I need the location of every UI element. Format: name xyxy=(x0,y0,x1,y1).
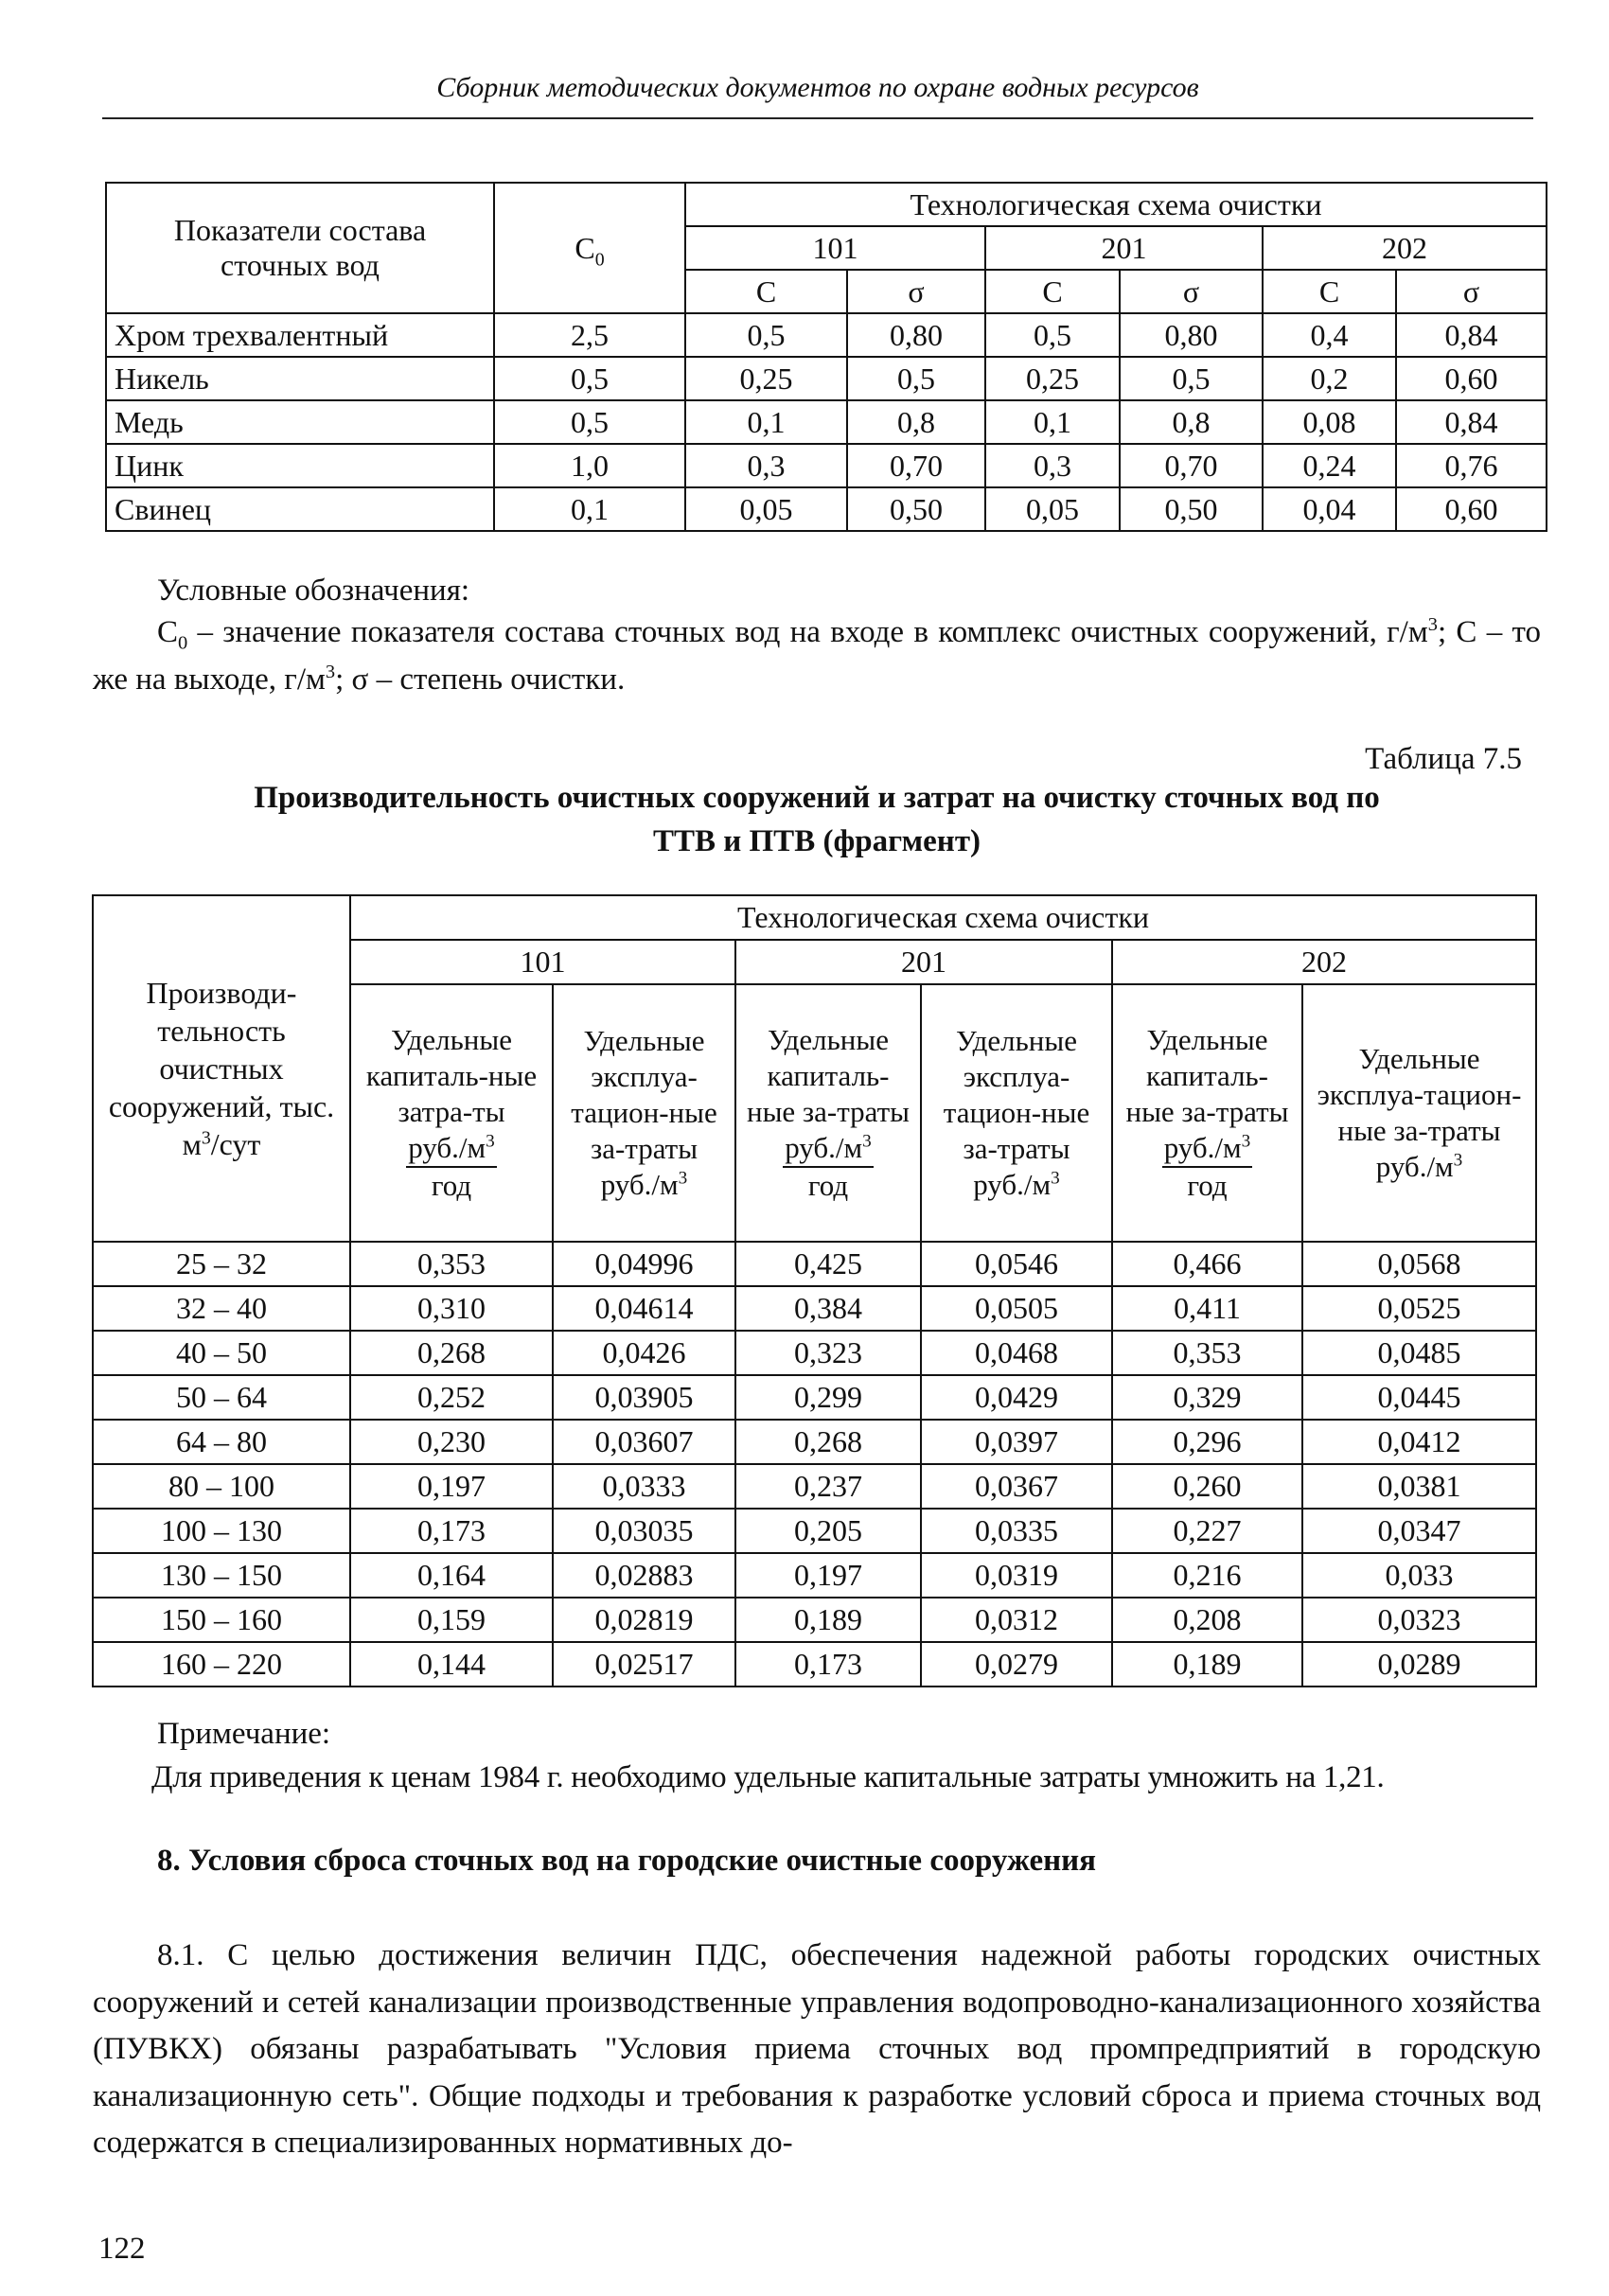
cell-value: 0,03607 xyxy=(553,1420,735,1464)
row-range: 160 – 220 xyxy=(93,1642,350,1687)
header-capital-costs-202: Удельные капиталь-ные за-траты $\frac{руб./м^3}{\text{год}}$ xyxy=(1112,984,1302,1242)
row-range: 40 – 50 xyxy=(93,1331,350,1375)
table-row xyxy=(93,1375,1536,1420)
header-operating-costs-202: Удельные эксплуа-тацион-ные за-траты $руб./м^3$ xyxy=(1302,984,1536,1242)
row-range: 25 – 32 xyxy=(93,1242,350,1286)
cell-value: 0,80 xyxy=(847,313,985,357)
cell-value: 0,04614 xyxy=(553,1286,735,1331)
cell-value: 0,05 xyxy=(685,487,847,531)
row-range: 130 – 150 xyxy=(93,1553,350,1598)
cell-value: 0,0289 xyxy=(1302,1642,1536,1687)
table-row xyxy=(106,487,1547,531)
cell-value: 0,4 xyxy=(1263,313,1396,357)
cell-value: 0,60 xyxy=(1396,487,1547,531)
table-title: Производительность очистных сооружений и затрат на очистку сточных вод по ТТВ и ПТВ (фрагмент) xyxy=(254,781,1380,859)
cell-value: 0,0312 xyxy=(921,1598,1112,1642)
row-range: 32 – 40 xyxy=(93,1286,350,1331)
header-capital-costs-201: Удельные капиталь-ные за-траты $\frac{руб./м^3}{\text{год}}$ xyxy=(735,984,921,1242)
cell-value: 0,02819 xyxy=(553,1598,735,1642)
cell-value: 0,252 xyxy=(350,1375,553,1420)
header-sigma: σ xyxy=(1396,270,1547,313)
table-row xyxy=(93,1509,1536,1553)
legend-body: $С_0$ – значение показателя состава сточных вод на входе в комплекс очистных сооружений, $г/м^3$; С – то же на выходе, $г/м^3$; σ – степень очистки. xyxy=(93,614,1541,697)
table-row xyxy=(106,400,1547,444)
cell-value: 0,197 xyxy=(735,1553,921,1598)
cell-value: 0,268 xyxy=(735,1420,921,1464)
cell-value: 0,76 xyxy=(1396,444,1547,487)
row-c0: 2,5 xyxy=(494,313,685,357)
running-head: Сборник методических документов по охране водных ресурсов xyxy=(436,72,1199,103)
cell-value: 0,329 xyxy=(1112,1375,1302,1420)
cell-value: 0,50 xyxy=(1120,487,1263,531)
table-row xyxy=(106,313,1547,357)
cell-value: 0,173 xyxy=(350,1509,553,1553)
cell-value: 0,50 xyxy=(847,487,985,531)
cell-value: 0,02517 xyxy=(553,1642,735,1687)
cell-value: 0,0568 xyxy=(1302,1242,1536,1286)
cell-value: 0,268 xyxy=(350,1331,553,1375)
cell-value: 0,5 xyxy=(985,313,1120,357)
cell-value: 0,0279 xyxy=(921,1642,1112,1687)
cell-value: 0,0429 xyxy=(921,1375,1112,1420)
cell-value: 0,0347 xyxy=(1302,1509,1536,1553)
cell-value: 0,237 xyxy=(735,1464,921,1509)
table-number: Таблица 7.5 xyxy=(1365,742,1522,776)
cell-value: 0,323 xyxy=(735,1331,921,1375)
cell-value: 0,1 xyxy=(685,400,847,444)
body-paragraph: 8.1. С целью достижения величин ПДС, обеспечения надежной работы городских очистных сооружений и сетей канализации производственные управления водопроводно-канализационного хозяйства (ПУВКХ) обязаны разрабатывать "Условия приема сточных вод промпредприятий в городскую канализационную сеть". Общие подходы и требования к разработке условий сброса и приема сточных вод содержатся в специализированных нормативных до- xyxy=(93,1938,1541,2160)
cell-value: 0,208 xyxy=(1112,1598,1302,1642)
cell-value: 0,02883 xyxy=(553,1553,735,1598)
cell-value: 0,230 xyxy=(350,1420,553,1464)
header-capital-costs-101: Удельные капиталь-ные затра-ты $\frac{руб./м^3}{\text{год}}$ xyxy=(350,984,553,1242)
row-c0: 0,5 xyxy=(494,357,685,400)
row-name: Хром трехвалентный xyxy=(106,313,494,357)
header-scheme-202: 202 xyxy=(1263,226,1547,270)
header-scheme: Технологическая схема очистки xyxy=(350,895,1536,940)
cell-value: 0,84 xyxy=(1396,400,1547,444)
header-scheme-201: 201 xyxy=(735,940,1112,984)
row-range: 80 – 100 xyxy=(93,1464,350,1509)
header-sigma: σ xyxy=(847,270,985,313)
header-operating-costs-201: Удельные эксплуа-тацион-ные за-траты $руб./м^3$ xyxy=(921,984,1112,1242)
cell-value: 0,0367 xyxy=(921,1464,1112,1509)
header-scheme-202: 202 xyxy=(1112,940,1536,984)
cell-value: 0,3 xyxy=(985,444,1120,487)
page-number: 122 xyxy=(98,2232,146,2266)
header-operating-costs-101: Удельные эксплуа-тацион-ные за-траты $руб./м^3$ xyxy=(553,984,735,1242)
cell-value: 0,0505 xyxy=(921,1286,1112,1331)
cell-value: 0,411 xyxy=(1112,1286,1302,1331)
cell-value: 0,03905 xyxy=(553,1375,735,1420)
cell-value: 0,60 xyxy=(1396,357,1547,400)
cell-value: 0,353 xyxy=(350,1242,553,1286)
cell-value: 0,04996 xyxy=(553,1242,735,1286)
cell-value: 0,3 xyxy=(685,444,847,487)
header-scheme-201: 201 xyxy=(985,226,1263,270)
note-title: Примечание: xyxy=(157,1717,331,1751)
cell-value: 0,0333 xyxy=(553,1464,735,1509)
table-row xyxy=(93,1286,1536,1331)
header-scheme-101: 101 xyxy=(350,940,735,984)
cell-value: 0,425 xyxy=(735,1242,921,1286)
table-row xyxy=(93,1242,1536,1286)
table-row xyxy=(106,444,1547,487)
row-name: Свинец xyxy=(106,487,494,531)
table-row xyxy=(106,357,1547,400)
cell-value: 0,70 xyxy=(1120,444,1263,487)
table-row xyxy=(93,1598,1536,1642)
table-row xyxy=(93,1553,1536,1598)
header-c0: $С_0$ xyxy=(494,183,685,313)
note-body: Для приведения к ценам 1984 г. необходимо удельные капитальные затраты умножить на 1,21. xyxy=(151,1760,1385,1794)
header-scheme: Технологическая схема очистки xyxy=(685,183,1547,226)
composition-table xyxy=(105,182,1547,532)
cell-value: 0,0335 xyxy=(921,1509,1112,1553)
row-name: Медь xyxy=(106,400,494,444)
row-name: Цинк xyxy=(106,444,494,487)
row-name: Никель xyxy=(106,357,494,400)
cell-value: 0,84 xyxy=(1396,313,1547,357)
cell-value: 0,189 xyxy=(1112,1642,1302,1687)
header-rule xyxy=(102,117,1533,119)
cell-value: 0,033 xyxy=(1302,1553,1536,1598)
cell-value: 0,299 xyxy=(735,1375,921,1420)
cell-value: 0,0445 xyxy=(1302,1375,1536,1420)
cell-value: 0,353 xyxy=(1112,1331,1302,1375)
cell-value: 0,0323 xyxy=(1302,1598,1536,1642)
cell-value: 0,144 xyxy=(350,1642,553,1687)
row-c0: 0,5 xyxy=(494,400,685,444)
cell-value: 0,0397 xyxy=(921,1420,1112,1464)
cell-value: 0,384 xyxy=(735,1286,921,1331)
cell-value: 0,0468 xyxy=(921,1331,1112,1375)
cell-value: 0,0546 xyxy=(921,1242,1112,1286)
header-c: С xyxy=(685,270,847,313)
cell-value: 0,0412 xyxy=(1302,1420,1536,1464)
row-range: 64 – 80 xyxy=(93,1420,350,1464)
cell-value: 0,5 xyxy=(685,313,847,357)
legend-title: Условные обозначения: xyxy=(157,574,470,608)
header-c: С xyxy=(985,270,1120,313)
cell-value: 0,25 xyxy=(985,357,1120,400)
cell-value: 0,173 xyxy=(735,1642,921,1687)
row-c0: 1,0 xyxy=(494,444,685,487)
row-range: 100 – 130 xyxy=(93,1509,350,1553)
cell-value: 0,164 xyxy=(350,1553,553,1598)
cell-value: 0,260 xyxy=(1112,1464,1302,1509)
table-row xyxy=(93,1464,1536,1509)
cell-value: 0,159 xyxy=(350,1598,553,1642)
cell-value: 0,8 xyxy=(1120,400,1263,444)
table-row xyxy=(93,1420,1536,1464)
cell-value: 0,1 xyxy=(985,400,1120,444)
cell-value: 0,24 xyxy=(1263,444,1396,487)
costs-table xyxy=(92,894,1537,1687)
cell-value: 0,0426 xyxy=(553,1331,735,1375)
header-capacity: Производи-тельность очистных сооружений, тыс. $м^3$/сут xyxy=(93,895,350,1242)
header-c: С xyxy=(1263,270,1396,313)
cell-value: 0,0319 xyxy=(921,1553,1112,1598)
row-c0: 0,1 xyxy=(494,487,685,531)
cell-value: 0,310 xyxy=(350,1286,553,1331)
cell-value: 0,25 xyxy=(685,357,847,400)
cell-value: 0,0485 xyxy=(1302,1331,1536,1375)
cell-value: 0,80 xyxy=(1120,313,1263,357)
section-title: 8. Условия сброса сточных вод на городские очистные сооружения xyxy=(157,1844,1096,1878)
cell-value: 0,296 xyxy=(1112,1420,1302,1464)
cell-value: 0,5 xyxy=(847,357,985,400)
row-range: 50 – 64 xyxy=(93,1375,350,1420)
cell-value: 0,2 xyxy=(1263,357,1396,400)
cell-value: 0,8 xyxy=(847,400,985,444)
cell-value: 0,05 xyxy=(985,487,1120,531)
cell-value: 0,04 xyxy=(1263,487,1396,531)
cell-value: 0,216 xyxy=(1112,1553,1302,1598)
table-row xyxy=(93,1642,1536,1687)
cell-value: 0,466 xyxy=(1112,1242,1302,1286)
header-scheme-101: 101 xyxy=(685,226,985,270)
cell-value: 0,227 xyxy=(1112,1509,1302,1553)
cell-value: 0,197 xyxy=(350,1464,553,1509)
row-range: 150 – 160 xyxy=(93,1598,350,1642)
cell-value: 0,189 xyxy=(735,1598,921,1642)
cell-value: 0,08 xyxy=(1263,400,1396,444)
cell-value: 0,03035 xyxy=(553,1509,735,1553)
cell-value: 0,5 xyxy=(1120,357,1263,400)
cell-value: 0,70 xyxy=(847,444,985,487)
table-row xyxy=(93,1331,1536,1375)
header-indicator: Показатели состава сточных вод xyxy=(106,183,494,313)
header-sigma: σ xyxy=(1120,270,1263,313)
cell-value: 0,205 xyxy=(735,1509,921,1553)
cell-value: 0,0381 xyxy=(1302,1464,1536,1509)
cell-value: 0,0525 xyxy=(1302,1286,1536,1331)
